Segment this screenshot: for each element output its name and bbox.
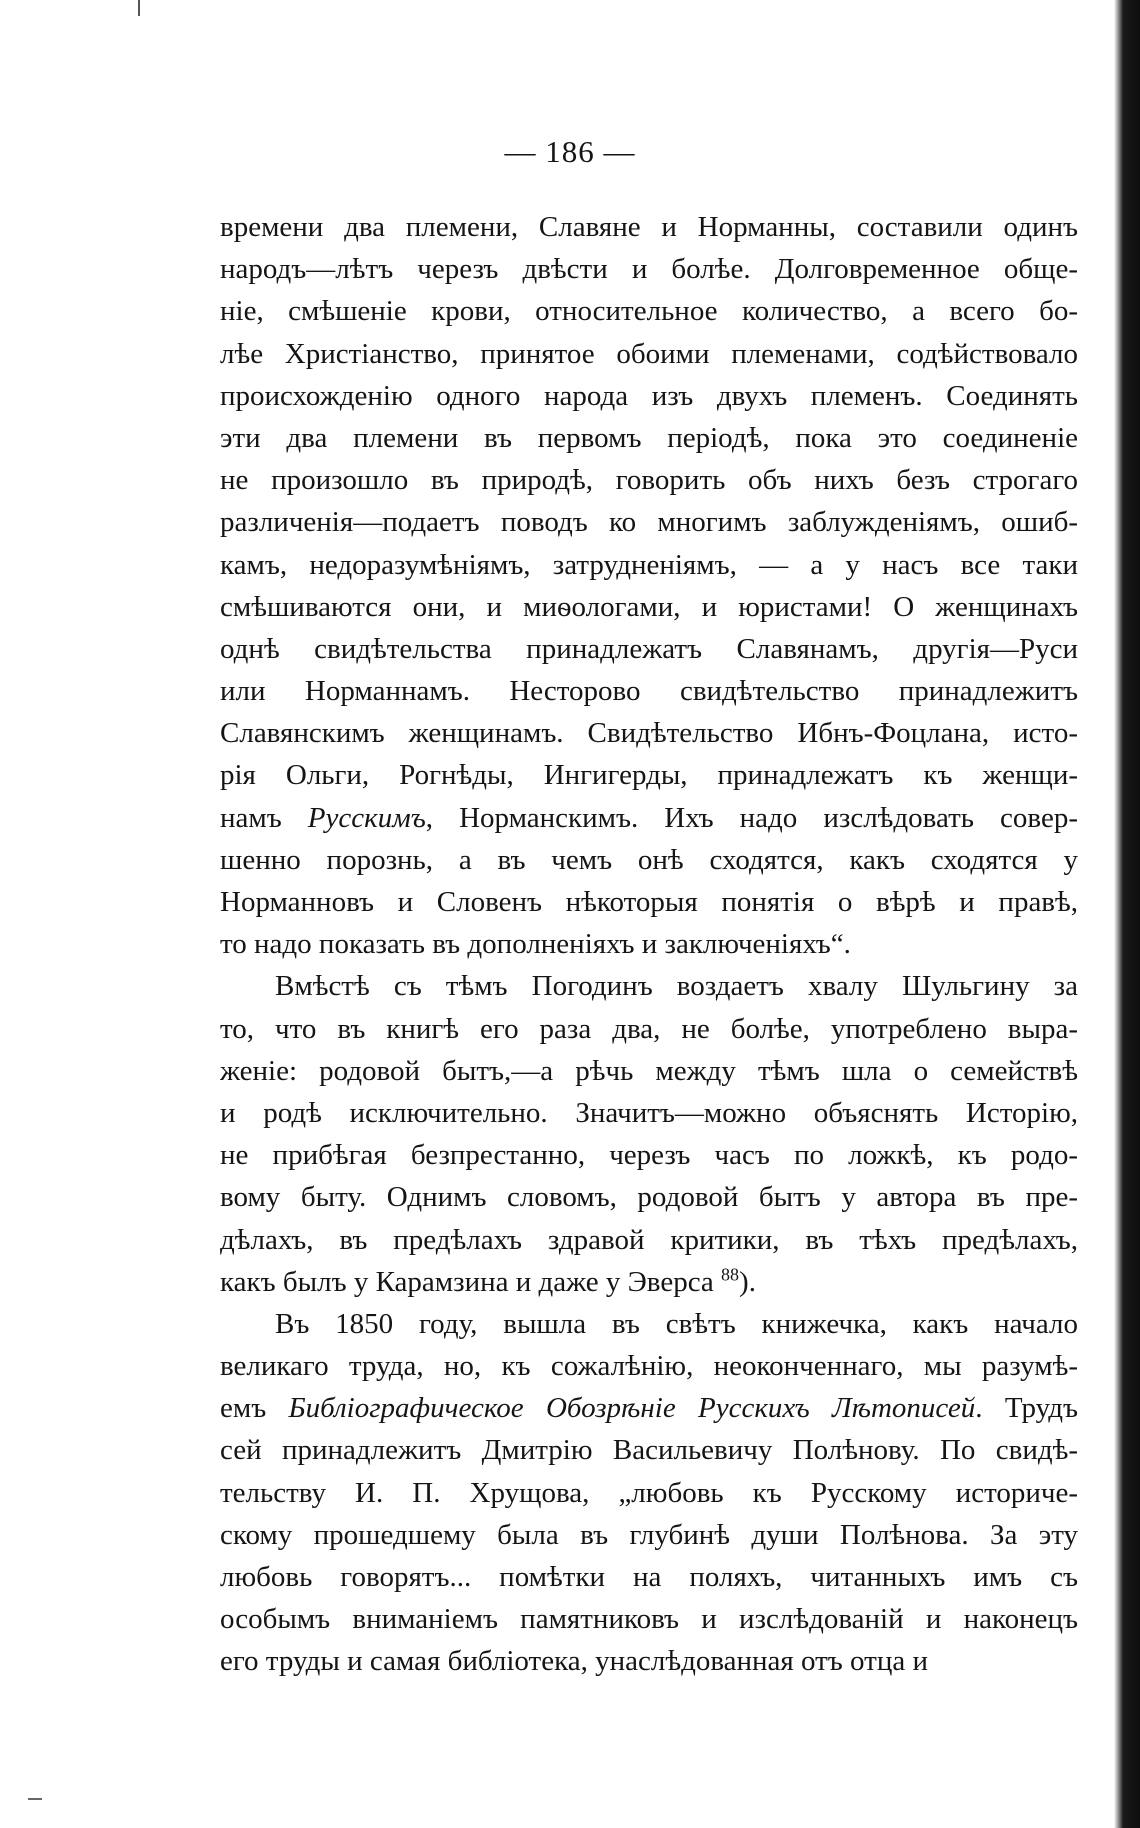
page-number: — 186 — — [504, 134, 636, 169]
text-line: ніе, смѣшеніе крови, относительное количество, а всего бо- — [220, 295, 1078, 328]
text-line: скому прошедшему была въ глубинѣ души Полѣнова. За эту — [220, 1518, 1078, 1551]
text-line: емъ Библіографическое Обозрѣніе Русскихъ Лѣтописей. Трудъ — [220, 1392, 1078, 1425]
text-line: не произошло въ природѣ, говорить объ нихъ безъ строгаго — [220, 464, 1078, 497]
text-line: происхожденію одного народа изъ двухъ племенъ. Соединять — [220, 379, 1078, 412]
text-line: лѣе Христіанство, принятое обоими племенами, содѣйствовало — [220, 337, 1078, 370]
scan-mark — [138, 0, 140, 16]
text-line: какъ былъ у Карамзина и даже у Эверса $^{88}$). — [220, 1264, 756, 1298]
text-line: Въ 1850 году, вышла въ свѣтъ книжечка, какъ начало — [275, 1307, 1078, 1340]
text-line: вому быту. Однимъ словомъ, родовой бытъ у автора въ пре- — [220, 1181, 1078, 1214]
text-line: смѣшиваются они, и миѳологами, и юристами! О женщинахъ — [220, 590, 1078, 623]
paragraph — [220, 965, 1078, 1303]
text-line: народъ—лѣтъ черезъ двѣсти и болѣе. Долговременное обще- — [220, 253, 1078, 286]
text-line: не прибѣгая безпрестанно, черезъ часъ по ложкѣ, къ родо- — [220, 1139, 1078, 1172]
text-line: эти два племени въ первомъ періодѣ, пока это соединеніе — [220, 421, 1078, 454]
text-line: великаго труда, но, къ сожалѣнію, неоконченнаго, мы разумѣ- — [220, 1350, 1078, 1383]
text-line: однѣ свидѣтельства принадлежатъ Славянамъ, другія—Руси — [220, 632, 1078, 665]
text-line: то, что въ книгѣ его раза два, не болѣе, употреблено выра- — [220, 1012, 1078, 1045]
body-text — [220, 206, 1078, 1683]
text-line: камъ, недоразумѣніямъ, затрудненіямъ, — а у насъ все таки — [220, 548, 1078, 581]
text-line: особымъ вниманіемъ памятниковъ и изслѣдованій и наконецъ — [220, 1603, 1078, 1636]
text-line: Славянскимъ женщинамъ. Свидѣтельство Ибнъ-Фоцлана, исто- — [220, 717, 1078, 750]
text-line: тельству И. П. Хрущова, „любовь къ Русскому историче- — [220, 1476, 1078, 1509]
scan-mark — [28, 1798, 42, 1800]
text-line: его труды и самая библіотека, унаслѣдованная отъ отца и — [220, 1645, 929, 1678]
text-line: времени два племени, Славяне и Норманны, составили одинъ — [220, 211, 1078, 243]
text-line: сей принадлежитъ Дмитрію Васильевичу Полѣнову. По свидѣ- — [220, 1434, 1078, 1467]
text-line: рія Ольги, Рогнѣды, Ингигерды, принадлежатъ къ женщи- — [220, 759, 1078, 792]
text-line: намъ Русскимъ, Норманскимъ. Ихъ надо изслѣдовать совер- — [220, 801, 1078, 834]
text-line: женіе: родовой бытъ,—а рѣчь между тѣмъ шла о семействѣ — [220, 1054, 1078, 1087]
page-edge-shadow — [1114, 0, 1140, 1828]
paragraph — [220, 206, 1078, 965]
text-line: и родѣ исключительно. Значитъ—можно объяснять Исторію, — [220, 1096, 1078, 1129]
text-line: различенія—подаетъ поводъ ко многимъ заблужденіямъ, ошиб- — [220, 506, 1078, 539]
text-line: шенно порознь, а въ чемъ онѣ сходятся, какъ сходятся у — [220, 843, 1078, 876]
text-line: любовь говорятъ... помѣтки на поляхъ, читанныхъ имъ съ — [220, 1561, 1078, 1593]
text-line: дѣлахъ, въ предѣлахъ здравой критики, въ тѣхъ предѣлахъ, — [220, 1223, 1078, 1256]
paragraph — [220, 1303, 1078, 1683]
text-line: или Норманнамъ. Несторово свидѣтельство принадлежитъ — [220, 675, 1078, 708]
text-line: то надо показать въ дополненіяхъ и заключеніяхъ“. — [220, 928, 851, 961]
text-line: Норманновъ и Словенъ нѣкоторыя понятія о вѣрѣ и правѣ, — [220, 886, 1078, 918]
text-line: Вмѣстѣ съ тѣмъ Погодинъ воздаетъ хвалу Шульгину за — [275, 970, 1078, 1003]
